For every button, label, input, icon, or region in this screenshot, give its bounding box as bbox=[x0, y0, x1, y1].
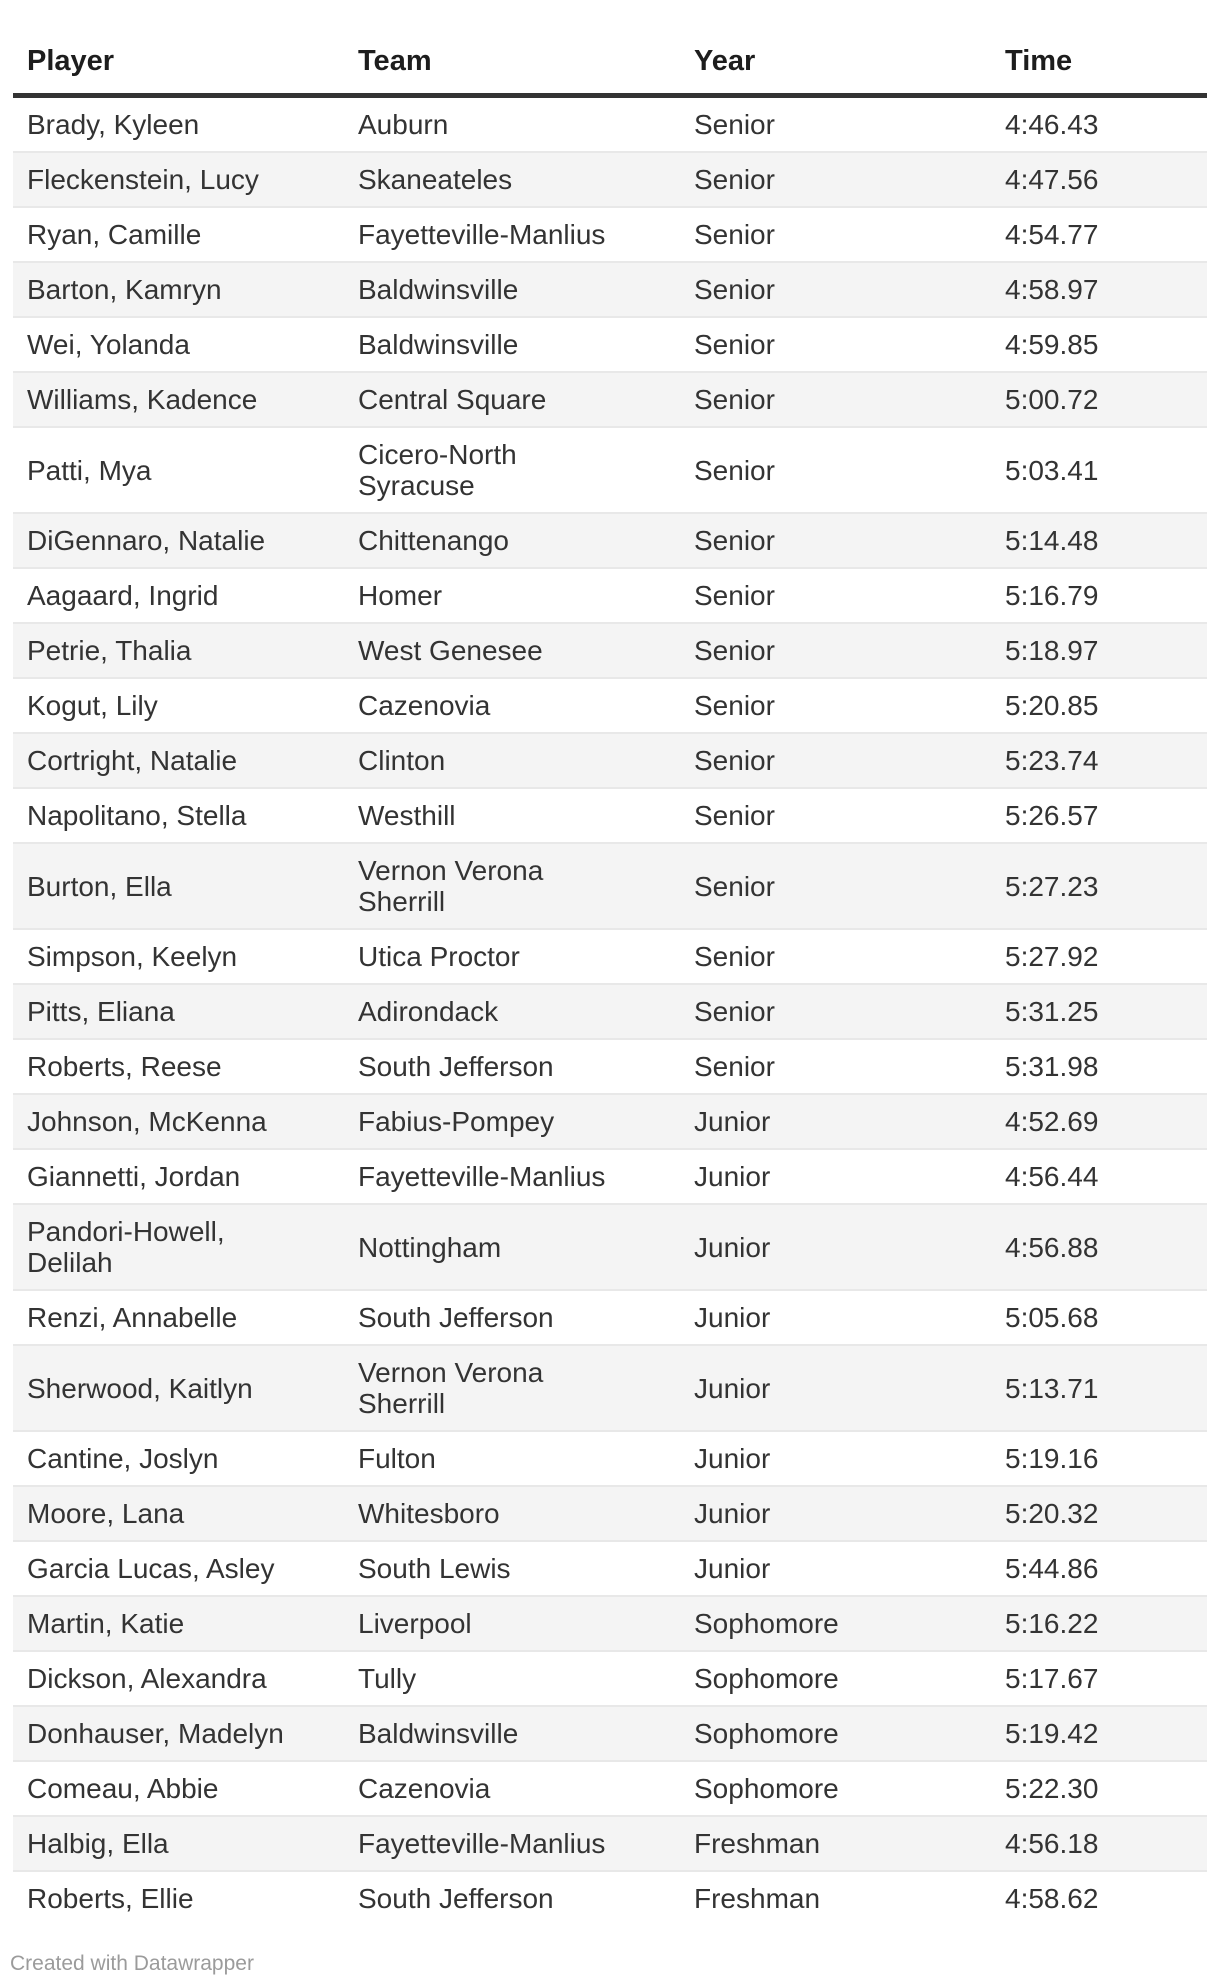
column-header-year: Year bbox=[680, 0, 991, 96]
cell-team: Skaneateles bbox=[344, 152, 680, 207]
cell-team: South Jefferson bbox=[344, 1871, 680, 1925]
cell-time: 5:27.23 bbox=[991, 843, 1207, 929]
cell-team: South Jefferson bbox=[344, 1290, 680, 1345]
table-row bbox=[13, 427, 1207, 513]
cell-year: Junior bbox=[680, 1149, 991, 1204]
cell-player: Halbig, Ella bbox=[13, 1816, 344, 1871]
cell-team: Utica Proctor bbox=[344, 929, 680, 984]
cell-time: 5:16.22 bbox=[991, 1596, 1207, 1651]
cell-time: 5:31.25 bbox=[991, 984, 1207, 1039]
cell-team: South Jefferson bbox=[344, 1039, 680, 1094]
cell-team: Adirondack bbox=[344, 984, 680, 1039]
cell-team: Homer bbox=[344, 568, 680, 623]
cell-player: Kogut, Lily bbox=[13, 678, 344, 733]
cell-year: Senior bbox=[680, 513, 991, 568]
cell-time: 5:05.68 bbox=[991, 1290, 1207, 1345]
cell-time: 5:44.86 bbox=[991, 1541, 1207, 1596]
cell-year: Senior bbox=[680, 678, 991, 733]
cell-team: Chittenango bbox=[344, 513, 680, 568]
cell-player: Petrie, Thalia bbox=[13, 623, 344, 678]
cell-year: Senior bbox=[680, 733, 991, 788]
cell-time: 5:20.32 bbox=[991, 1486, 1207, 1541]
cell-time: 5:19.16 bbox=[991, 1431, 1207, 1486]
cell-time: 4:59.85 bbox=[991, 317, 1207, 372]
cell-player: Ryan, Camille bbox=[13, 207, 344, 262]
cell-time: 5:22.30 bbox=[991, 1761, 1207, 1816]
cell-team: Central Square bbox=[344, 372, 680, 427]
cell-player: Napolitano, Stella bbox=[13, 788, 344, 843]
table-row bbox=[13, 1431, 1207, 1486]
datawrapper-attribution-link[interactable]: Created with Datawrapper bbox=[10, 1952, 254, 1975]
cell-year: Senior bbox=[680, 372, 991, 427]
cell-time: 5:20.85 bbox=[991, 678, 1207, 733]
cell-time: 5:26.57 bbox=[991, 788, 1207, 843]
table-row bbox=[13, 1596, 1207, 1651]
cell-player: Roberts, Ellie bbox=[13, 1871, 344, 1925]
cell-year: Junior bbox=[680, 1541, 991, 1596]
cell-year: Freshman bbox=[680, 1816, 991, 1871]
table-row bbox=[13, 372, 1207, 427]
table-row bbox=[13, 1204, 1207, 1290]
table-row bbox=[13, 1761, 1207, 1816]
cell-time: 4:58.62 bbox=[991, 1871, 1207, 1925]
cell-team: Fayetteville-Manlius bbox=[344, 207, 680, 262]
cell-team: Baldwinsville bbox=[344, 1706, 680, 1761]
cell-team: Fayetteville-Manlius bbox=[344, 1816, 680, 1871]
results-table bbox=[13, 0, 1207, 1925]
cell-team: Baldwinsville bbox=[344, 262, 680, 317]
cell-year: Junior bbox=[680, 1094, 991, 1149]
cell-player: Pandori-Howell, Delilah bbox=[13, 1204, 344, 1290]
table-row bbox=[13, 152, 1207, 207]
cell-team: Fabius-Pompey bbox=[344, 1094, 680, 1149]
cell-team: Auburn bbox=[358, 109, 449, 140]
cell-year: Junior bbox=[680, 1486, 991, 1541]
cell-year: Sophomore bbox=[680, 1596, 991, 1651]
cell-time: 5:19.42 bbox=[991, 1706, 1207, 1761]
cell-player: Pitts, Eliana bbox=[13, 984, 344, 1039]
table-row bbox=[13, 1651, 1207, 1706]
column-header-time: Time bbox=[991, 0, 1207, 96]
cell-player: Roberts, Reese bbox=[13, 1039, 344, 1094]
table-row bbox=[13, 96, 1207, 153]
cell-team: Liverpool bbox=[344, 1596, 680, 1651]
cell-player: Cantine, Joslyn bbox=[13, 1431, 344, 1486]
cell-player: Renzi, Annabelle bbox=[13, 1290, 344, 1345]
cell-player: Cortright, Natalie bbox=[13, 733, 344, 788]
cell-year: Junior bbox=[680, 1345, 991, 1431]
cell-time: 4:52.69 bbox=[991, 1094, 1207, 1149]
column-header-team: Team bbox=[344, 0, 680, 96]
cell-year: Senior bbox=[680, 1039, 991, 1094]
cell-team: Baldwinsville bbox=[344, 317, 680, 372]
cell-time: 5:00.72 bbox=[991, 372, 1207, 427]
header-row bbox=[13, 0, 1207, 96]
cell-time: 4:47.56 bbox=[991, 152, 1207, 207]
cell-year: Senior bbox=[680, 262, 991, 317]
cell-team: West Genesee bbox=[344, 623, 680, 678]
table-row bbox=[13, 623, 1207, 678]
table-row bbox=[13, 1486, 1207, 1541]
cell-year: Sophomore bbox=[680, 1706, 991, 1761]
cell-team: Cazenovia bbox=[344, 1761, 680, 1816]
cell-player: Dickson, Alexandra bbox=[13, 1651, 344, 1706]
cell-player: Williams, Kadence bbox=[13, 372, 344, 427]
table-row bbox=[13, 262, 1207, 317]
cell-year: Senior bbox=[680, 788, 991, 843]
table-row bbox=[13, 1345, 1207, 1431]
cell-time: 4:56.88 bbox=[991, 1204, 1207, 1290]
table-row bbox=[13, 317, 1207, 372]
cell-player: Burton, Ella bbox=[13, 843, 344, 929]
cell-time: 5:16.79 bbox=[991, 568, 1207, 623]
cell-team: Clinton bbox=[344, 733, 680, 788]
table-row bbox=[13, 1094, 1207, 1149]
cell-time: 4:54.77 bbox=[991, 207, 1207, 262]
cell-year: Senior bbox=[680, 984, 991, 1039]
cell-year: Junior bbox=[680, 1290, 991, 1345]
column-header-player: Player bbox=[13, 0, 344, 96]
table-row bbox=[13, 1816, 1207, 1871]
table-row bbox=[13, 207, 1207, 262]
cell-player: Barton, Kamryn bbox=[13, 262, 344, 317]
cell-player: Donhauser, Madelyn bbox=[13, 1706, 344, 1761]
cell-team: Fulton bbox=[344, 1431, 680, 1486]
cell-team: South Lewis bbox=[344, 1541, 680, 1596]
cell-year: Senior bbox=[680, 568, 991, 623]
cell-player: Sherwood, Kaitlyn bbox=[13, 1345, 344, 1431]
cell-time: 5:27.92 bbox=[991, 929, 1207, 984]
cell-year: Junior bbox=[680, 1431, 991, 1486]
cell-player: Johnson, McKenna bbox=[13, 1094, 344, 1149]
table-row bbox=[13, 513, 1207, 568]
cell-player: Martin, Katie bbox=[13, 1596, 344, 1651]
cell-year: Senior bbox=[680, 623, 991, 678]
cell-player: Comeau, Abbie bbox=[13, 1761, 344, 1816]
cell-player: Wei, Yolanda bbox=[13, 317, 344, 372]
cell-team: Cazenovia bbox=[344, 678, 680, 733]
cell-year: Sophomore bbox=[680, 1651, 991, 1706]
cell-player: Simpson, Keelyn bbox=[13, 929, 344, 984]
cell-team: Tully bbox=[344, 1651, 680, 1706]
cell-time: 4:56.18 bbox=[991, 1816, 1207, 1871]
cell-player: Brady, Kyleen bbox=[27, 109, 200, 140]
cell-time: 4:46.43 bbox=[1005, 109, 1099, 140]
cell-time: 5:18.97 bbox=[991, 623, 1207, 678]
cell-player: Fleckenstein, Lucy bbox=[13, 152, 344, 207]
table-header bbox=[13, 0, 1207, 96]
cell-team: Westhill bbox=[344, 788, 680, 843]
cell-team: Whitesboro bbox=[344, 1486, 680, 1541]
cell-player: Garcia Lucas, Asley bbox=[13, 1541, 344, 1596]
table-row bbox=[13, 678, 1207, 733]
cell-year: Senior bbox=[694, 109, 775, 140]
cell-year: Senior bbox=[680, 929, 991, 984]
table-row bbox=[13, 1290, 1207, 1345]
cell-team: Vernon Verona Sherrill bbox=[344, 843, 680, 929]
table-row bbox=[13, 788, 1207, 843]
table-row bbox=[13, 733, 1207, 788]
cell-team: Fayetteville-Manlius bbox=[344, 1149, 680, 1204]
table-row bbox=[13, 984, 1207, 1039]
cell-year: Junior bbox=[680, 1204, 991, 1290]
cell-year: Senior bbox=[680, 152, 991, 207]
cell-player: Moore, Lana bbox=[13, 1486, 344, 1541]
table-row bbox=[13, 843, 1207, 929]
cell-year: Senior bbox=[680, 427, 991, 513]
cell-time: 5:13.71 bbox=[991, 1345, 1207, 1431]
table-row bbox=[13, 1706, 1207, 1761]
cell-time: 5:14.48 bbox=[991, 513, 1207, 568]
cell-time: 5:23.74 bbox=[991, 733, 1207, 788]
cell-time: 5:17.67 bbox=[991, 1651, 1207, 1706]
cell-time: 5:03.41 bbox=[991, 427, 1207, 513]
table-row bbox=[13, 1149, 1207, 1204]
cell-year: Freshman bbox=[680, 1871, 991, 1925]
cell-player: Aagaard, Ingrid bbox=[13, 568, 344, 623]
cell-time: 4:58.97 bbox=[991, 262, 1207, 317]
cell-year: Senior bbox=[680, 843, 991, 929]
cell-year: Senior bbox=[680, 317, 991, 372]
table-row bbox=[13, 1039, 1207, 1094]
table-row bbox=[13, 1541, 1207, 1596]
cell-year: Senior bbox=[680, 207, 991, 262]
cell-year: Sophomore bbox=[680, 1761, 991, 1816]
cell-team: Vernon Verona Sherrill bbox=[344, 1345, 680, 1431]
cell-player: DiGennaro, Natalie bbox=[13, 513, 344, 568]
table-row bbox=[13, 568, 1207, 623]
cell-team: Nottingham bbox=[344, 1204, 680, 1290]
cell-time: 5:31.98 bbox=[991, 1039, 1207, 1094]
cell-time: 4:56.44 bbox=[991, 1149, 1207, 1204]
table-row bbox=[13, 1871, 1207, 1925]
cell-player: Giannetti, Jordan bbox=[13, 1149, 344, 1204]
table-row bbox=[13, 929, 1207, 984]
cell-team: Cicero-North Syracuse bbox=[344, 427, 680, 513]
table-body bbox=[13, 96, 1207, 1926]
cell-player: Patti, Mya bbox=[13, 427, 344, 513]
